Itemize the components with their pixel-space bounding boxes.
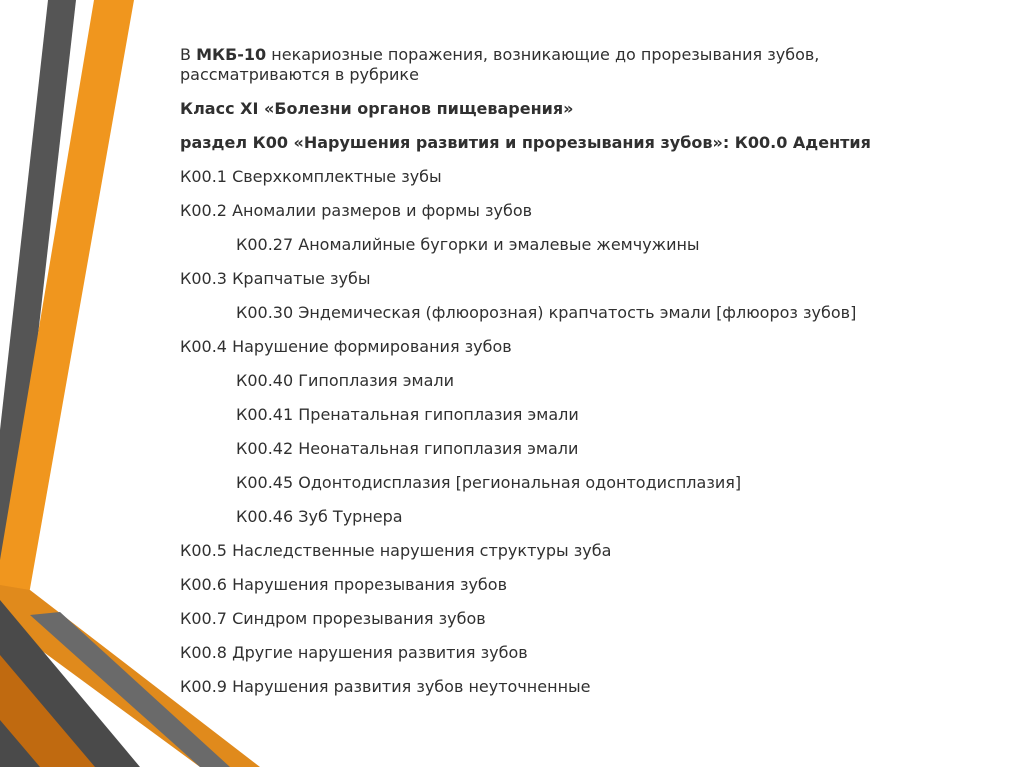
icd-item: К00.40 Гипоплазия эмали: [236, 371, 455, 390]
intro-rest: некариозные поражения, возникающие до прорезывания зубов,: [266, 45, 820, 64]
slide-content: [180, 45, 980, 697]
icd-item: К00.42 Неонатальная гипоплазия эмали: [236, 439, 579, 458]
icd-item: К00.1 Сверхкомплектные зубы: [180, 167, 442, 186]
intro-line-1: [180, 45, 980, 65]
icd-item: К00.7 Синдром прорезывания зубов: [180, 609, 486, 628]
intro-emphasis: МКБ-10: [196, 45, 267, 64]
icd-item: К00.30 Эндемическая (флюорозная) крапчатость эмали [флюороз зубов]: [236, 303, 857, 322]
icd-item: К00.3 Крапчатые зубы: [180, 269, 371, 288]
section-heading: раздел К00 «Нарушения развития и прорезывания зубов»: К00.0 Адентия: [180, 133, 871, 152]
icd-item: К00.9 Нарушения развития зубов неуточненные: [180, 677, 591, 696]
icd-item: К00.2 Аномалии размеров и формы зубов: [180, 201, 533, 220]
icd-items-list: [180, 167, 980, 697]
class-heading: Класс XI «Болезни органов пищеварения»: [180, 99, 574, 118]
intro-prefix: В: [180, 45, 197, 64]
icd-item: К00.27 Аномалийные бугорки и эмалевые жемчужины: [236, 235, 700, 254]
icd-item: К00.5 Наследственные нарушения структуры зуба: [180, 541, 612, 560]
icd-item: К00.46 Зуб Турнера: [236, 507, 403, 526]
icd-item: К00.8 Другие нарушения развития зубов: [180, 643, 528, 662]
intro-line-2: рассматриваются в рубрике: [180, 65, 419, 84]
icd-item: К00.45 Одонтодисплазия [региональная одонтодисплазия]: [236, 473, 742, 492]
icd-item: К00.6 Нарушения прорезывания зубов: [180, 575, 507, 594]
icd-item: К00.41 Пренатальная гипоплазия эмали: [236, 405, 579, 424]
icd-item: К00.4 Нарушение формирования зубов: [180, 337, 512, 356]
